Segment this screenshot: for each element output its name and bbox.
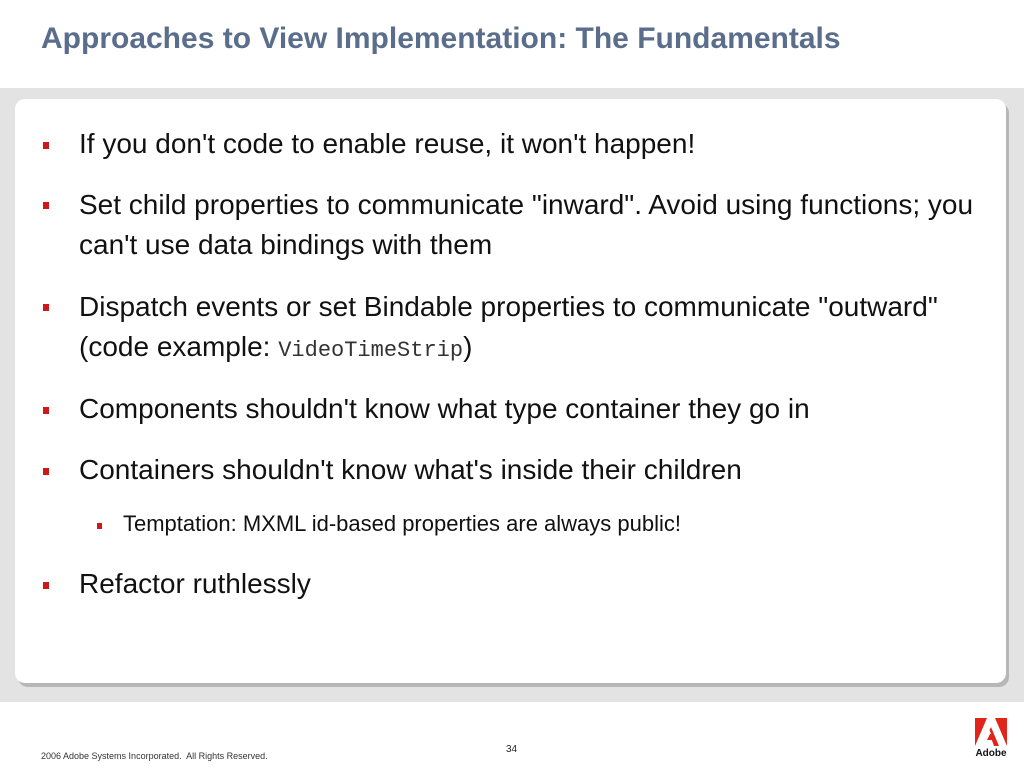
content-panel (15, 99, 1006, 683)
adobe-a-mark-icon (972, 716, 1010, 748)
bullet-text: Refactor ruthlessly (79, 568, 311, 599)
copyright-notice: 2006 Adobe Systems Incorporated. All Rights Reserved. (41, 751, 268, 761)
red-square-sub-bullet-icon (97, 523, 102, 529)
red-square-bullet-icon (43, 202, 49, 209)
bullet-text: Set child properties to communicate "inward". Avoid using functions; you can't use data bindings with them (79, 189, 974, 260)
page-number: 34 (506, 744, 518, 755)
red-square-bullet-icon (43, 142, 49, 149)
bullet-text (79, 287, 979, 371)
bullet-text-part: ) (463, 331, 473, 362)
red-square-bullet-icon (43, 407, 49, 414)
slide-title: Approaches to View Implementation: The Fundamentals (41, 22, 841, 55)
bullet-text: If you don't code to enable reuse, it won't happen! (79, 128, 696, 159)
bullet-text: Containers shouldn't know what's inside their children (79, 454, 742, 485)
red-square-bullet-icon (43, 304, 49, 311)
red-square-bullet-icon (43, 468, 49, 475)
sub-bullet-text: Temptation: MXML id-based properties are always public! (123, 511, 682, 536)
red-square-bullet-icon (43, 582, 49, 589)
bullet-text: Components shouldn't know what type container they go in (79, 393, 810, 424)
bullet-text-part: Dispatch events or set Bindable properties to communicate "outward" (code example: (79, 291, 938, 362)
code-example-name: VideoTimeStrip (278, 338, 464, 363)
adobe-logo (972, 716, 1010, 760)
adobe-logo-text: Adobe (975, 748, 1007, 759)
